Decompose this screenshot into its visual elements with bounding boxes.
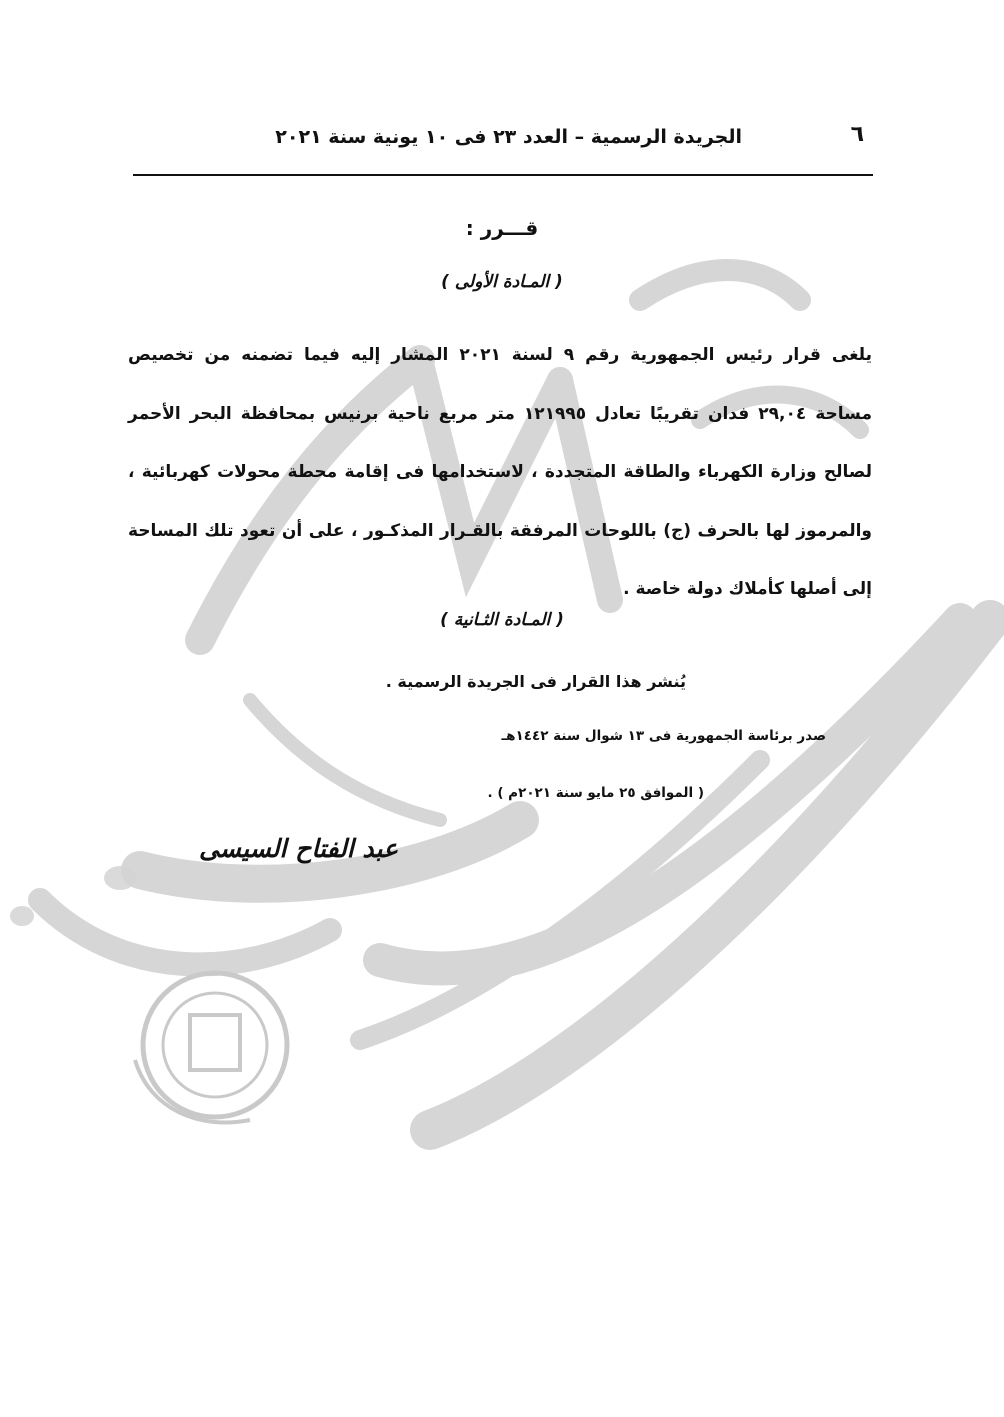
- article-1-text: [128, 326, 872, 619]
- issued-date: صدر برئاسة الجمهورية فى ١٣ شوال سنة ١٤٤٢هـ: [501, 728, 826, 744]
- page-number: ٦: [850, 122, 864, 147]
- article-1-line: مساحة ٢٩,٠٤ فدان تقريبًا تعادل ١٢١٩٩٥ متر مربع ناحية برنيس بمحافظة البحر الأحمر: [128, 403, 872, 424]
- article-2-text: يُنشر هذا القرار فى الجريدة الرسمية .: [385, 672, 686, 691]
- gregorian-date: ( الموافق ٢٥ مايو سنة ٢٠٢١م ) .: [487, 785, 704, 801]
- article-1-line: يلغى قرار رئيس الجمهورية رقم ٩ لسنة ٢٠٢١ المشار إليه فيما تضمنه من تخصيص: [128, 345, 872, 365]
- article-1-line: إلى أصلها كأملاك دولة خاصة .: [623, 579, 872, 599]
- page-header: [130, 122, 874, 162]
- decided-heading: قـــرر :: [465, 216, 539, 240]
- article-1-line: لصالح وزارة الكهرباء والطاقة المتجددة ، لاستخدامها فى إقامة محطة محولات كهربائية ،: [128, 462, 872, 482]
- header-rule: [133, 174, 873, 176]
- article-2-heading: ( المـادة الثـانية ): [440, 610, 564, 630]
- header-title: الجريدة الرسمية – العدد ٢٣ فى ١٠ يونية سنة ٢٠٢١: [275, 126, 742, 148]
- signature: عبد الفتاح السيسى: [198, 834, 398, 863]
- article-1-line: والمرموز لها بالحرف (ج) باللوحات المرفقة بالقـرار المذكـور ، على أن تعود تلك المساحة: [128, 520, 872, 541]
- article-1-heading: ( المـادة الأولى ): [441, 272, 563, 292]
